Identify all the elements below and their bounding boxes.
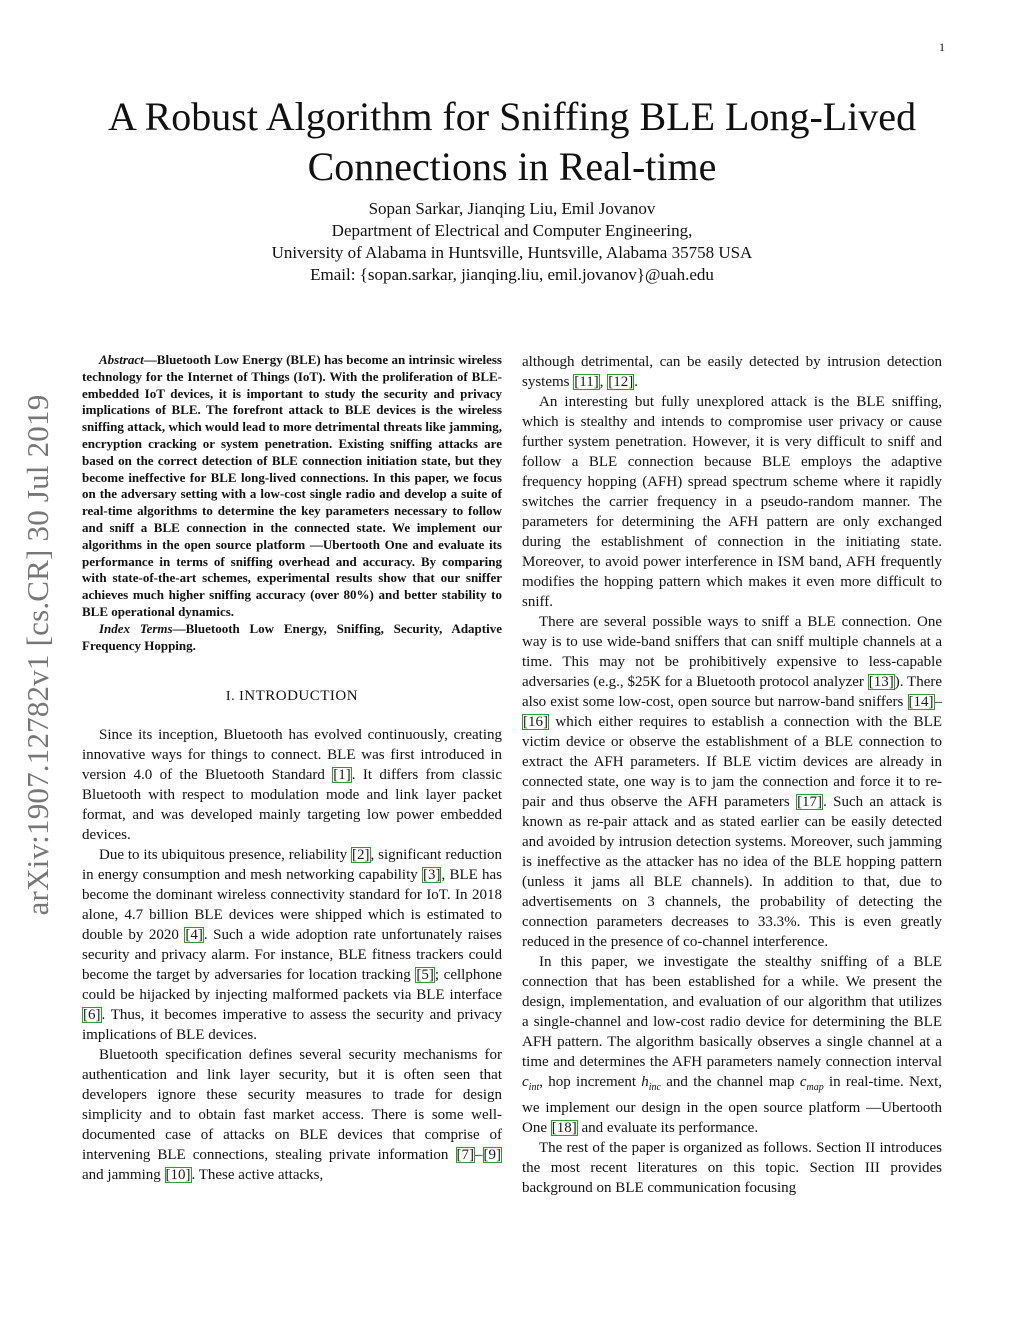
citation-link[interactable]: [17]	[797, 794, 823, 810]
intro-paragraph-3-continued: although detrimental, can be easily detected by intrusion detection systems [11], [12].	[522, 354, 942, 390]
arxiv-stamp: arXiv:1907.12782v1 [cs.CR] 30 Jul 2019	[20, 394, 55, 916]
paper-title	[60, 92, 964, 192]
citation-link[interactable]: [16]	[523, 714, 548, 730]
math-c-map: $c_{map}$	[799, 1074, 824, 1093]
citation-link[interactable]: [3]	[422, 867, 441, 884]
arxiv-sidebar	[8, 365, 68, 945]
citation-link[interactable]: [7]	[456, 1147, 474, 1164]
title-line-2: Connections in Real-time	[307, 144, 717, 189]
index-terms	[82, 621, 502, 655]
title-line-1: A Robust Algorithm for Sniffing BLE Long-Lived	[107, 94, 917, 139]
author-block	[60, 198, 964, 286]
citation-link[interactable]: [10]	[165, 1167, 191, 1184]
intro-paragraph-4: An interesting but fully unexplored attack is the BLE sniffing, which is stealthy and intends to compromise user privacy or cause further system penetration. However, it is very difficult to sniff and follow a BLE connection because BLE employs the adaptive frequency hopping (AFH) spread spectrum scheme where it rapidly switches the carrier frequency in a pseudo-random manner. The parameters for determining the AFH pattern are only exchanged during the establishment of connection in the initiating state. Moreover, to avoid power interference in ISM band, AFH frequently modifies the hopping pattern which makes it even more difficult to sniff.	[522, 394, 942, 610]
page-number: 1	[939, 40, 945, 54]
left-column	[82, 352, 502, 1185]
citation-link[interactable]: [1]	[333, 767, 351, 784]
citation-link[interactable]: [18]	[551, 1120, 577, 1136]
citation-link[interactable]: [4]	[185, 927, 203, 944]
section-heading-introduction: I. INTRODUCTION	[225, 688, 359, 705]
author-university: University of Alabama in Huntsville, Huntsville, Alabama 35758 USA	[271, 243, 753, 262]
abstract-body: —Bluetooth Low Energy (BLE) has become an intrinsic wireless technology for the Internet of Things (IoT). With the proliferation of BLE-embedded IoT devices, it is important to study the security and privacy implications of BLE. The forefront attack to BLE devices is the wireless sniffing attack, which would lead to more detrimental threats like jamming, encryption cracking or system penetration. Existing sniffing attacks are based on the correct detection of BLE connection initiation state, but they become ineffective for BLE long-lived connections. In this paper, we focus on the adversary setting with a low-cost single radio and develop a suite of real-time algorithms to determine the key parameters necessary to follow and sniff a BLE connection in the connected state. We implement our algorithms in the open source platform —Ubertooth One and evaluate its performance in terms of sniffing overhead and accuracy. By comparing with state-of-the-art schemes, experimental results show that our sniffer achieves much higher sniffing accuracy (over 80%) and better stability to BLE operational dynamics.	[82, 352, 502, 619]
citation-link[interactable]: [14]	[908, 694, 934, 710]
index-terms-lead: Index Terms	[99, 620, 173, 636]
author-names: Sopan Sarkar, Jianqing Liu, Emil Jovanov	[368, 199, 656, 218]
citation-link[interactable]: [2]	[352, 847, 370, 864]
abstract-lead: Abstract	[99, 352, 144, 367]
intro-paragraph-7: The rest of the paper is organized as follows. Section II introduces the most recent literatures on this topic. Section III provides background on BLE communication focusing	[522, 1140, 942, 1196]
right-column	[522, 352, 942, 1198]
author-department: Department of Electrical and Computer Engineering,	[331, 221, 693, 240]
author-email: Email: {sopan.sarkar, jianqing.liu, emil.jovanov}@uah.edu	[310, 265, 714, 284]
intro-paragraph-2: Due to its ubiquitous presence, reliability [2], significant reduction in energy consumption and mesh networking capability [3], BLE has become the dominant wireless connectivity standard for IoT. In 2018 alone, 4.7 billion BLE devices were shipped which is estimated to double by 2020 [4]. Such a wide adoption rate unfortunately raises security and privacy alarm. For instance, BLE fitness trackers could become the target by adversaries for location tracking [5]; cellphone could be hijacked by injecting malformed packets via BLE interface [6]. Thus, it becomes imperative to assess the security and privacy implications of BLE devices.	[82, 847, 503, 1044]
intro-paragraph-3: Bluetooth specification defines several security mechanisms for authentication and link layer security, but it is often seen that developers ignore these security measures to trade for design simplicity and to obtain fast market access. There is some well-documented case of attacks on BLE devices that comprise of intervening BLE connections, stealing private information [7]–[9] and jamming [10]. These active attacks,	[82, 1047, 502, 1184]
abstract	[82, 352, 502, 621]
intro-paragraph-6: In this paper, we investigate the stealthy sniffing of a BLE connection that has been established for a while. We present the design, implementation, and evaluation of our algorithm that utilizes a single-channel and low-cost radio device for determining the BLE AFH pattern. The algorithm basically observes a single channel at a time and determines the AFH parameters namely connection interval $c_{int}$, hop increment $h_{inc}$ and the channel map $c_{map}$ in real-time. Next, we implement our design in the open source platform —Ubertooth One [18] and evaluate its performance.	[522, 954, 942, 1136]
citation-link[interactable]: [5]	[416, 967, 434, 984]
citation-link[interactable]: [11]	[574, 374, 599, 390]
citation-link[interactable]: [9]	[483, 1147, 501, 1164]
index-terms-body: —Bluetooth Low Energy, Sniffing, Security, Adaptive Frequency Hopping.	[82, 620, 502, 653]
math-h-inc: $h_{inc}$	[641, 1074, 661, 1093]
math-c-int: $c_{int}$	[522, 1074, 540, 1093]
intro-paragraph-1: Since its inception, Bluetooth has evolved continuously, creating innovative ways for things to connect. BLE was first introduced in version 4.0 of the Bluetooth Standard [1]. It differs from classic Bluetooth with respect to modulation mode and link layer packet format, and was developed mainly targeting low power embedded devices.	[82, 727, 503, 844]
citation-link[interactable]: [13]	[868, 674, 894, 690]
intro-paragraph-5: There are several possible ways to sniff a BLE connection. One way is to use wide-band sniffers that can sniff multiple channels at a time. This may not be prohibitively expensive to less-capable adversaries (e.g., $25K for a Bluetooth protocol analyzer [13]). There also exist some low-cost, open source but narrow-band sniffers [14]–[16] which either requires to establish a connection with the BLE victim device or observe the establishment of a BLE connection to extract the AFH parameters. If BLE victim devices are already in connected state, one way is to jam the connection and force it to re-pair and thus observe the AFH parameters [17]. Such an attack is known as re-pair attack and as stated earlier can be easily detected and avoided by intrusion detection systems. Moreover, such jamming is ineffective as the attacker has no idea of the BLE hopping pattern (unless it jams all BLE channels). In addition to that, due to advertisements on 3 channels, the probability of detecting the connection parameters decreases to 33.3%. This is even greatly reduced in the presence of co-channel interference.	[522, 614, 943, 950]
citation-link[interactable]: [12]	[608, 374, 634, 390]
citation-link[interactable]: [6]	[83, 1007, 101, 1024]
